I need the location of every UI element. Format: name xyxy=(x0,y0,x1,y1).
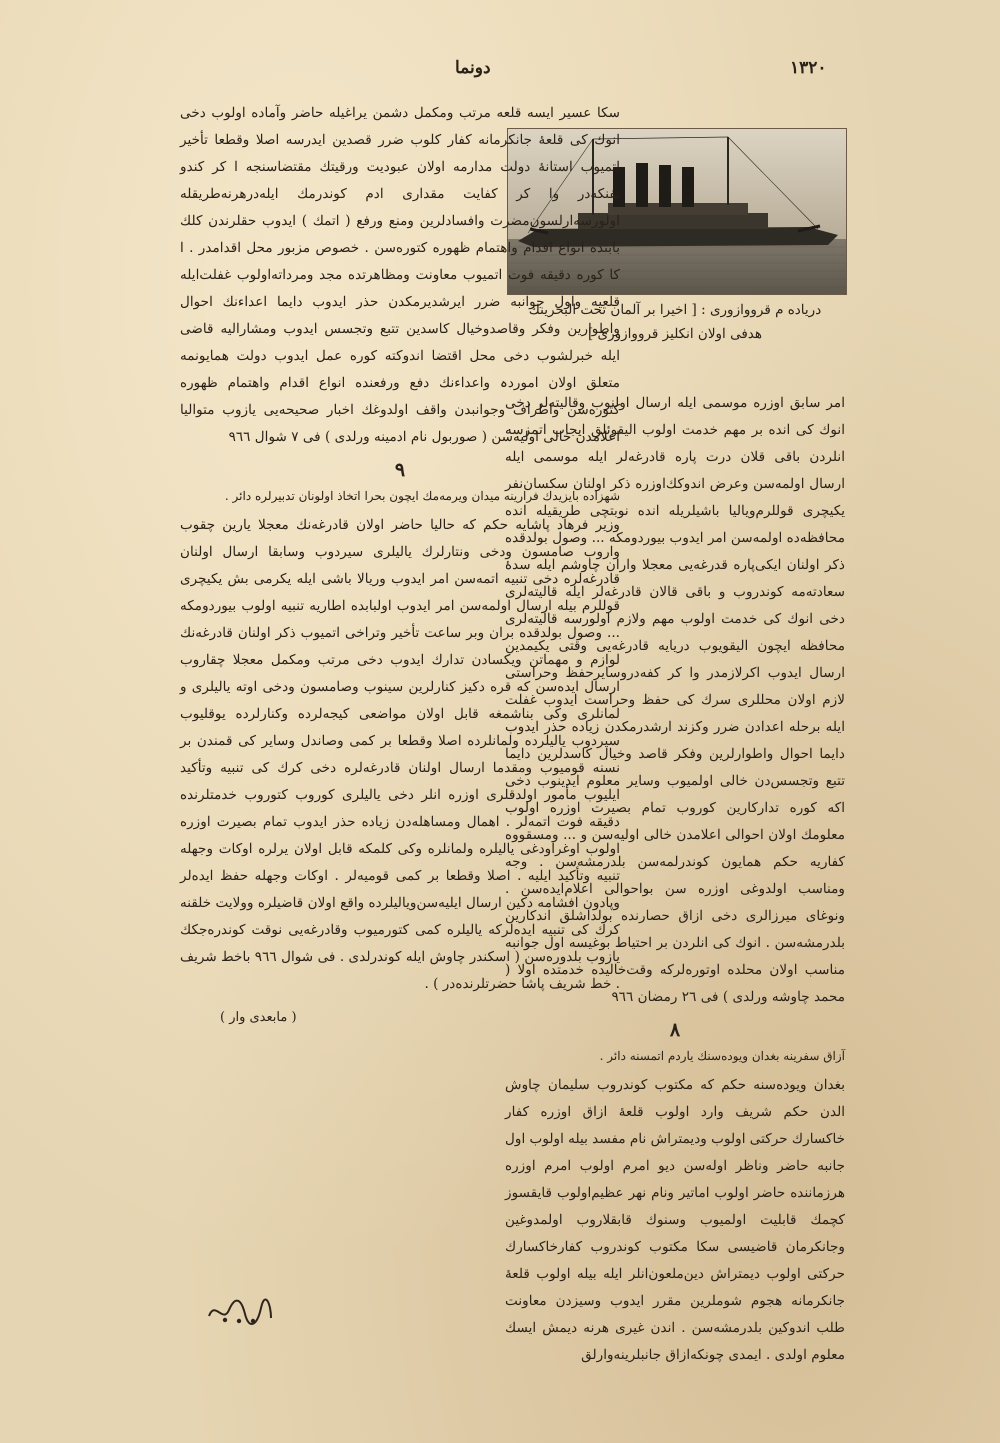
right-column xyxy=(505,390,845,1369)
section-title: شهزاده بایزیدك فرارینه میدان ویرمه‌مك ایچون بحرا اتخاذ اولونان تدبیرلره دائر . xyxy=(224,489,620,503)
caption-line: دریاده م قرووازوری : [ اخیرا بر آلمان تحت البحرینك xyxy=(528,302,822,318)
to-be-continued: ( مابعدی وار ) xyxy=(220,1010,297,1025)
body-paragraph: امر سابق اوزره موسمی ایله ارسال اولنوب وقالیته‌لر دخی انوك کی انده بر مهم خدمت اولوب الیقوئلق ایجاب اتمزسه انلردن باقی قلان درت پاره قادرغه‌لر ایله موسمی ایله ارسال اولمه‌سن وعرض اندوکك‌اوزره ذکر اولنان سکسان‌نفر یکیچری قوللرم‌ویالیا باشیلریله انده نوبتچی طریقیله انده محافظه‌ده اولمه‌سن امر ایدوب بیوردومکه ... وصول بولدقده ذکر اولنان ایکی‌پاره قدرغه‌یی معجلا واران چاوشم ایله سدهٔ سعادته‌مه کوندروب و باقی قالان قادرغه‌لر ایله قالیته‌لری دخی انوك کی خدمت اولوب مهم ولازم اولورسه قالیته‌لری محافظه ایچون الیقویوب دریایه قادرغه‌یی وقتی یکیمدین ارسال ایدوب اکرلازمدر وا کر کفه‌دروسایرحفظ وحراستی لازم اولان محللری سرك کی حفظ وحراست ایدوب غفلت ایله برحله اعدادن ضرر وکزند ارشدرمکدن زیاده حذر ایدوب دایما احوال واطوارلرین وفکر قاصد وخیال کاسدلرین دایما تتبع وتجسس‌دن خالی اولمیوب وسایر معلوم ایدینوب دخی اکه کوره تدارکارین کوروب تمام بصیرت اوزره اولوب معلومك اولان احوالی اعلامدن خالی اولیه‌سن و ... ومسقووه کفاریه حکم همایون کوندرلمه‌سن بلدرمشه‌سن . وجه ومناسب اولدوغی اوزره سن بواحوالی اعلام‌ایده‌سن . ونوغای میرزالری دخی ازاق حصارنده بولداشلق اندکارین بلدرمشه‌سن . انوك کی انلردن بر احتیاط بوغیسه اول جوانبه مناسب اولان محلده اوتوره‌لرکه وقت‌خالیده خدمتده اولا ( محمد چاوشه ورلدی ) فی ٢٦ رمضان ٩٦٦ xyxy=(505,395,845,1005)
section-body: بغدان ویوده‌سنه حکم که مکتوب کوندروب سلیمان چاوش الدن حکم شریف وارد اولوب قلعهٔ ازاق اوزره کفار خاکسارك حرکتی اولوب ودیمتراش نام مفسد بیله اولوب اول جانبه حاضر وناظر اوله‌سن دیو امرم اولوب امرم اوزره هرزماننده حاضر اولوب اماتیر ونام نهر عظیم‌اولوب قایقسوز کچمك قابلیت اولمیوب وسنوك قابقلاروب اولمدوغین وجانکرمان قاضیسی سکا مکتوب کوندروب کفارخاکسارك حرکتی اولوب دیمتراش دین‌ملعون‌انلر ایله بیله اولوب قلعهٔ جانکرمانه هجوم شوملرین مقرر ایدوب وسیزدن معاونت طلب اندوکین بلدرمشه‌سن . اندن غیری هرنه دیمش ایسك معلوم اولدی . ایمدی چونکه‌ازاق جانبلرینه‌وارلق xyxy=(505,1077,845,1363)
section-title: آزاق سفرینه بغدان ویوده‌سنك یاردم اتمسنه دائر . xyxy=(599,1049,845,1063)
signature-flourish-icon xyxy=(205,1290,275,1334)
running-head: دونما xyxy=(455,58,491,78)
section-number: ٨ xyxy=(669,1019,681,1041)
section-body: وزیر فرهاد پاشایه حکم که حالیا حاضر اولان قادرغه‌نك معجلا یارین چقوب واروب صامسون ودخی ونتارلرك یالیلری سیردوب وسابقا ارسال اولنان قادرغه‌لره دخی تنبیه اتمه‌سن امر ایدوب وریالا باشی ایله یکرمی بش یکیچری قوللرم بیله ارسال اولمه‌سن امر ایدوب اولبابده اطاریه تنبیه اولوب بیوردومکه ... وصول بولدقده بران وبر ساعت تأخیر وتراخی اتمیوب ذکر اولنان قادرغه‌نك لوازم و مهماتن ویکسادن تدارك ایدوب دخی مرتب ومکمل معجلا چقاروب ارسال ایده‌سن که قره دکیز کنارلرین سینوب وصامسون ودخی اوته یالیلری و لمانلری وکی بناشمغه قابل اولان مواضعی کیجه‌لرده وکنارلرده یوقلیوب سیردوب یالیلرده ولمانلرده اصلا وقطعا بر کمی وصاندل وسایر کی قمندن بر نسنه قومیوب ومقدما ارسال اولنان قادرغه‌لره دخی کرك کی تنبیه وتأکید ایلیوب مأمور اولدقلری اوزره انلر دخی یالیلری کوروب کتوروب خدمتلرنده دقیقه فوت اتمه‌لر . اهمال ومساهله‌دن زیاده حذر ایدوب تمام بصیرت اوزره اولوب اوغراودغی یالیلره ولمانلره وکی کلمکه قابل اولان یرلره اوکات وجهله تنبیه وتأکید ایلیه . اصلا وقطعا بر کمی قومیه‌لر . اوکات وجهله حفظ ایده‌لر وپادون افشامه دکین ارسال ایلیه‌سن‌ویالیلرده واقع اولان قاضیلره وولایت خلقنه کرك کی تنبیه ایده‌لرکه یالیلره کمی کتورمیوب وقادرغه‌یی نوقت کوندره‌جکك یازوب بلدوره‌سن ( اسکندر چاوش ایله کوندرلدی . فی شوال ٩٦٦ باخط شریف . خط شریف پاشا حضرتلرنده‌در ) . xyxy=(180,517,620,992)
section-number: ٩ xyxy=(394,459,406,481)
body-paragraph: سکا عسیر ایسه قلعه مرتب ومکمل دشمن یراغیله حاضر وآماده اولوب دخی انوك كی قلعهٔ جانکرمانه کفار کلوب ضرر قصدین ایدرسه اصلا وقطعا تأخیر اتمیوب استانهٔ دولت مدارمه اولان عبودیت ورقیتك مقتضاسنجه ا کر کندو تفنکه‌در وا کر کفایت مقداری ادم کوندرمك ایله‌درهرنه‌طریقله اولورسه‌ارلسون‌مضرت وافسادلرین ومنع ورفع ( اتمك ) ایدوب حقلرندن کلك بابنده انواع اقدام واهتمام ظهوره کتوره‌سن . خصوص مزبور محل اقدامدر . ا کا کوره دقیقه فوت اتمیوب معاونت ومظاهرتده مجد ومرداته‌اولوب غفلت‌ایله قلعیه واول جوانبه ضرر ایرشدیرمکدن حذر ایدوب دایما اعداءنك احوال واطوارین وفکر وقاصدوخیال کاسدین تتبع وتجسس ایدوب ومشارالیه قاضی ایله خبرلشوب دخی محل اقتضا اندوکته کوره عمل ایدوب دولت همایونمه متعلق اولان اموردہ واعداءنك دفع ورفعنده انواع اقدام واهتمام ظهوره کتوره‌سن واطراف وجوانبدن واقف اولدوغك اخبار صحیحه‌یی یازوب متوالیا اعلامدن خالی اولیه‌سن ( صوربول نام ادمینه ورلدی ) فی ٧ شوال ٩٦٦ xyxy=(180,105,620,445)
caption-line: هدفی اولان انکلیز قرووازوری ] xyxy=(588,326,762,342)
page-number: ١٣٢٠ xyxy=(790,58,827,78)
